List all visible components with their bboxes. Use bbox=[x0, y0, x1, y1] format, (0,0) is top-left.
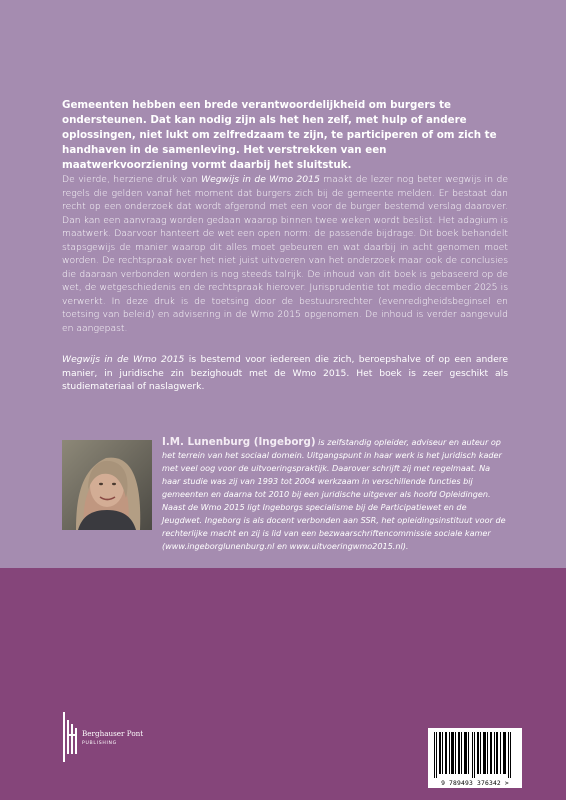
audience-text: is bestemd voor iedereen die zich, beroepshalve of op een andere manier, in juridische zin bezighoudt met de Wmo 2015. Het boek is zeer geschikt als studiemateriaal of naslagwerk. bbox=[62, 354, 508, 393]
author-name: I.M. Lunenburg (Ingeborg) bbox=[162, 436, 316, 448]
book-title-reference-2: Wegwijs in de Wmo 2015 bbox=[62, 354, 185, 365]
publisher-name: Berghauser Pont bbox=[82, 729, 144, 738]
description-paragraph bbox=[62, 173, 508, 336]
author-photo bbox=[62, 440, 152, 530]
barcode-bars-icon bbox=[428, 730, 522, 780]
intro-paragraph: Gemeenten hebben een brede verantwoordelijkheid om burgers te ondersteunen. Dat kan nodig zijn als het hen zelf, met hulp of andere oplossingen, niet lukt om zelfredzaam te zijn, te participeren of om zich te handhaven in de samenleving. Het verstrekken van een maatwerkvoorziening vormt daarbij het sluitstuk. bbox=[62, 99, 497, 171]
barcode-digits: 9 789493 376342 > bbox=[441, 780, 509, 787]
isbn-barcode bbox=[428, 728, 522, 788]
audience-paragraph bbox=[62, 353, 508, 394]
publisher-logo bbox=[62, 712, 182, 762]
description-lead: De vierde, herziene druk van bbox=[62, 174, 202, 185]
publisher-subtitle: PUBLISHING bbox=[82, 741, 117, 746]
publisher-logo-mark-icon bbox=[62, 712, 78, 762]
description-text: maakt de lezer nog beter wegwijs in de regels die gelden vanaf het moment dat burgers zich bij de gemeente melden. Er bestaat dan recht op een onderzoek dat wordt afgerond met een voor de burger bestemd verslag daarover. Dan kan een aanvraag worden gedaan waarop binnen twee weken wordt beslist. Het adagium is maatwerk. Daarvoor hanteert de wet een open norm: de passende bijdrage. Dit boek behandelt stapsgewijs de manier waarop dit alles moet gebeuren en wat daarbij in acht genomen moet worden. De rechtspraak over het niet juist uitvoeren van het onderzoek maar ook de conclusies die daaraan verbonden worden is nog steeds talrijk. De inhoud van dit boek is gebaseerd op de wet, de wetgeschiedenis en de rechtspraak hierover. Jurisprudentie tot medio december 2025 is verwerkt. In deze druk is de toetsing door de bestuursrechter (evenredigheidsbeginsel en toetsing van beleid) en advisering in de Wmo 2015 opgenomen. De inhoud is verder aangevuld en aangepast. bbox=[62, 174, 508, 335]
author-bio bbox=[162, 436, 506, 553]
author-bio-text: is zelfstandig opleider, adviseur en auteur op het terrein van het sociaal domein. Uitgangspunt in haar werk is het juridisch kader met veel oog voor de uitvoeringspraktijk. Daarover schrijft zij met regelmaat. Na haar studie was zij van 1993 tot 2004 werkzaam in verschillende functies bij gemeenten en daarna tot 2010 bij een juridische uitgever als hoofd Opleidingen. Naast de Wmo 2015 ligt Ingeborgs specialisme bij de Participatiewet en de Jeugdwet. Ingeborg is als docent verbonden aan SSR, het opleidingsinstituut voor de rechterlijke macht en zij is lid van een bezwaarschriftencommissie sociale kamer (www.ingeborglunenburg.nl en www.uitvoeringwmo2015.nl). bbox=[162, 437, 506, 551]
book-title-reference: Wegwijs in de Wmo 2015 bbox=[201, 174, 320, 185]
